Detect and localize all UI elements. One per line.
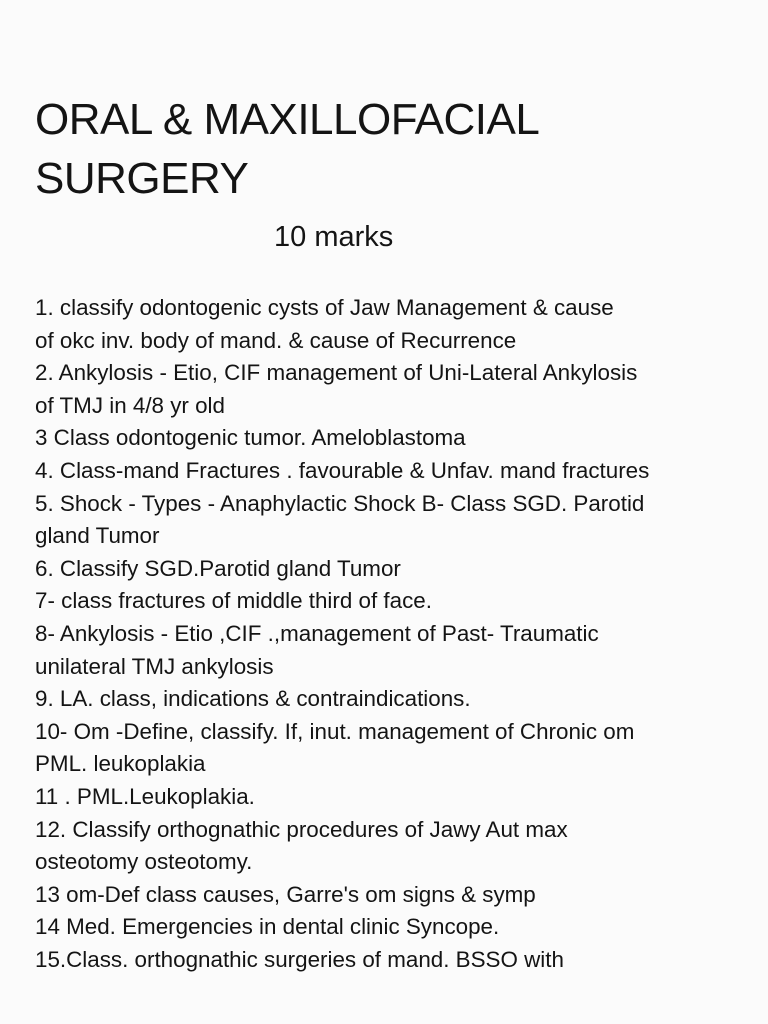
title-line-1: ORAL & MAXILLOFACIAL <box>35 95 540 144</box>
question-line: 1. classify odontogenic cysts of Jaw Management & cause <box>35 295 614 320</box>
question-line: 7- class fractures of middle third of face. <box>35 588 432 614</box>
question-line: of TMJ in 4/8 yr old <box>35 392 225 418</box>
question-list <box>35 292 750 976</box>
title-line-2: SURGERY <box>35 154 249 203</box>
question-line: PML. leukoplakia <box>35 751 206 777</box>
question-line: 5. Shock - Types - Anaphylactic Shock B- Class SGD. Parotid <box>35 490 645 516</box>
question-line: 6. Classify SGD.Parotid gland Tumor <box>35 555 401 581</box>
question-line: 15.Class. orthognathic surgeries of mand. BSSO with <box>35 946 564 972</box>
question-line: osteotomy osteotomy. <box>35 849 253 875</box>
page-title <box>35 90 735 208</box>
question-line: 11 . PML.Leukoplakia. <box>35 783 255 809</box>
question-line: 13 om-Def class causes, Garre's om signs & symp <box>35 881 536 907</box>
question-line: 10- Om -Define, classify. If, inut. management of Chronic om <box>35 718 635 744</box>
question-line: 3 Class odontogenic tumor. Ameloblastoma <box>35 425 466 451</box>
question-line: 9. LA. class, indications & contraindications. <box>35 686 471 712</box>
question-line: gland Tumor <box>35 523 160 549</box>
question-line: 4. Class-mand Fractures . favourable & Unfav. mand fractures <box>35 457 650 483</box>
question-line: 2. Ankylosis - Etio, CIF management of Uni-Lateral Ankylosis <box>35 360 638 386</box>
marks-subtitle: 10 marks <box>274 221 394 253</box>
question-line: of okc inv. body of mand. & cause of Recurrence <box>35 327 517 353</box>
question-line: 8- Ankylosis - Etio ,CIF .,management of Past- Traumatic <box>35 620 599 646</box>
question-line: 12. Classify orthognathic procedures of Jawy Aut max <box>35 816 568 842</box>
question-line: unilateral TMJ ankylosis <box>35 653 274 679</box>
question-line: 14 Med. Emergencies in dental clinic Syncope. <box>35 914 500 940</box>
